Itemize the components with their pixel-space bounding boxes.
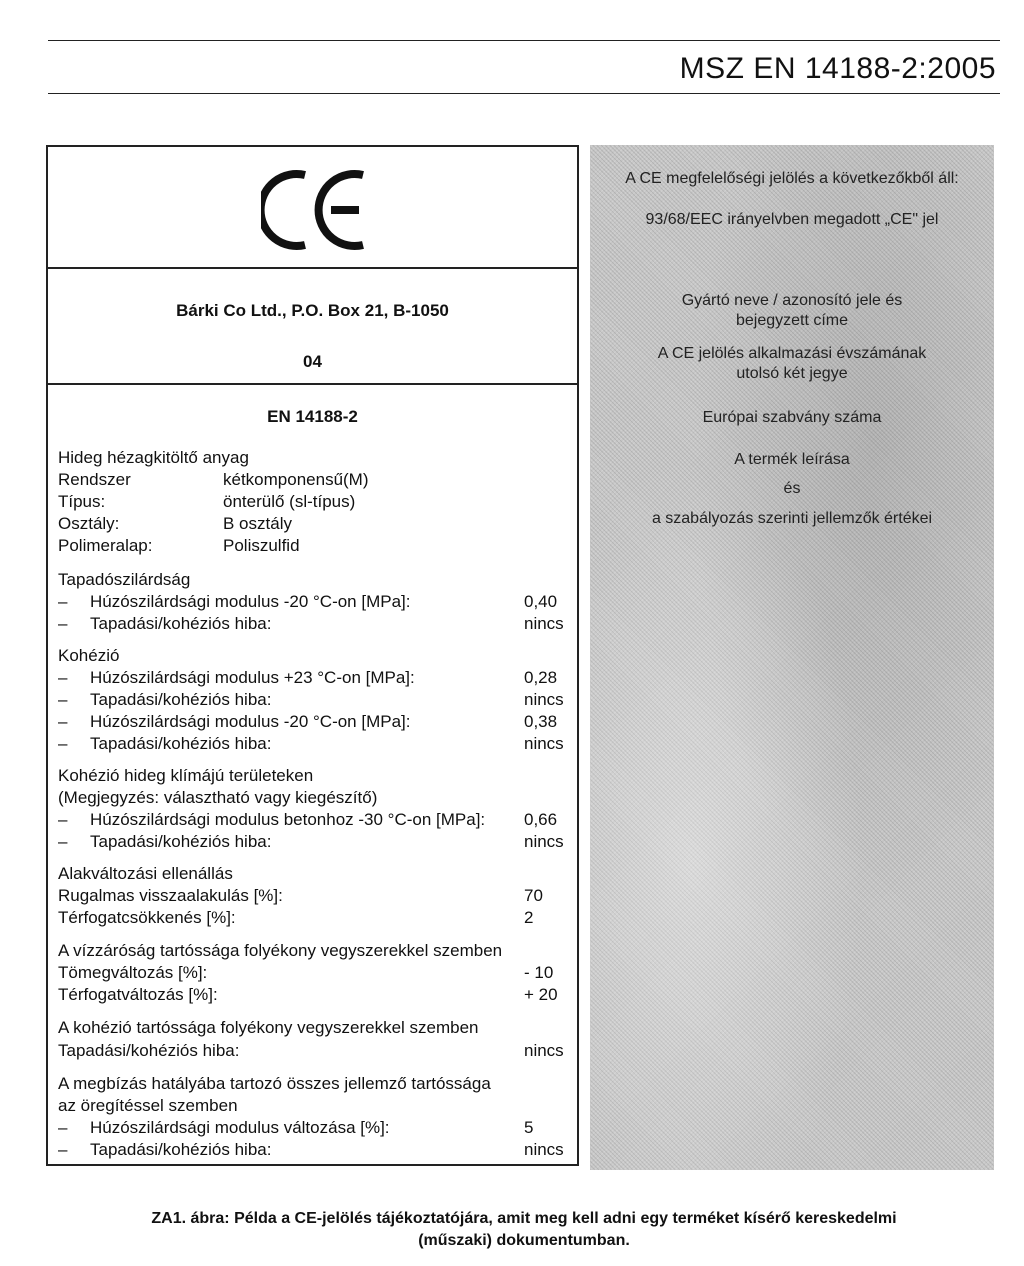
row-label: Tapadási/kohéziós hiba: bbox=[90, 614, 272, 633]
manufacturer-name: Bárki Co Ltd., P.O. Box 21, B-1050 bbox=[176, 301, 449, 320]
panel-line: A CE jelölés alkalmazási évszámának bbox=[657, 345, 927, 362]
section-title: A kohézió tartóssága folyékony vegyszerekkel szemben bbox=[58, 1018, 479, 1037]
row-value: nincs bbox=[524, 734, 564, 753]
section-note: (Megjegyzés: választható vagy kiegészítő) bbox=[58, 788, 378, 807]
prop-row bbox=[58, 491, 558, 513]
row-value: 70 bbox=[524, 886, 543, 905]
row-label: Húzószilárdsági modulus betonhoz -30 °C-on [MPa]: bbox=[90, 810, 486, 829]
prop-value: önterülő (sl-típus) bbox=[223, 492, 356, 511]
row-label: Tapadási/kohéziós hiba: bbox=[58, 1041, 240, 1060]
row-value: nincs bbox=[524, 832, 564, 851]
standard-number: EN 14188-2 bbox=[267, 407, 358, 426]
row-label: Térfogatcsökkenés [%]: bbox=[58, 908, 236, 927]
row-value: nincs bbox=[524, 614, 564, 633]
value-row: – Húzószilárdsági modulus betonhoz -30 °C-on [MPa]: 0,66 bbox=[58, 810, 558, 829]
row-label: Tapadási/kohéziós hiba: bbox=[90, 734, 272, 753]
section-title-cont: az öregítéssel szemben bbox=[58, 1096, 238, 1115]
row-label: Húzószilárdsági modulus +23 °C-on [MPa]: bbox=[90, 668, 415, 687]
value-row bbox=[58, 1040, 568, 1062]
value-row: – Húzószilárdsági modulus változása [%]: 5 bbox=[58, 1118, 534, 1137]
material-title: Hideg hézagkitöltő anyag bbox=[58, 448, 249, 467]
value-row bbox=[58, 885, 568, 907]
value-row: – Húzószilárdsági modulus -20 °C-on [MPa]: 0,40 bbox=[58, 592, 558, 611]
prop-row bbox=[58, 469, 558, 491]
prop-label: Polimeralap: bbox=[58, 536, 153, 555]
row-label: Húzószilárdsági modulus -20 °C-on [MPa]: bbox=[90, 712, 411, 731]
value-row: – Tapadási/kohéziós hiba: nincs bbox=[58, 734, 564, 753]
row-value: - 10 bbox=[524, 963, 554, 982]
section-title: A vízzáróság tartóssága folyékony vegyszerekkel szemben bbox=[58, 941, 503, 960]
row-value: nincs bbox=[524, 1140, 564, 1159]
panel-line: utolsó két jegye bbox=[736, 365, 848, 382]
top-rule bbox=[48, 40, 1000, 41]
manufacturer-area bbox=[48, 269, 577, 385]
marking-year: 04 bbox=[303, 352, 322, 371]
row-value: 0,38 bbox=[524, 712, 558, 731]
panel-line: Gyártó neve / azonosító jele és bbox=[681, 292, 903, 309]
caption-line: (műszaki) dokumentumban. bbox=[418, 1232, 630, 1249]
prop-label: Osztály: bbox=[58, 514, 120, 533]
row-label: Tapadási/kohéziós hiba: bbox=[90, 1140, 272, 1159]
row-value: nincs bbox=[524, 1041, 564, 1060]
value-row: – Húzószilárdsági modulus +23 °C-on [MPa]: 0,28 bbox=[58, 668, 558, 687]
row-value: 2 bbox=[524, 908, 534, 927]
row-label: Rugalmas visszaalakulás [%]: bbox=[58, 886, 283, 905]
prop-row bbox=[58, 535, 558, 557]
row-value: 0,66 bbox=[524, 810, 558, 829]
standard-code: MSZ EN 14188-2:2005 bbox=[679, 52, 996, 85]
prop-value: B osztály bbox=[223, 514, 292, 533]
row-label: Húzószilárdsági modulus változása [%]: bbox=[90, 1118, 390, 1137]
section-title: A megbízás hatályába tartozó összes jellemző tartóssága bbox=[58, 1074, 491, 1093]
row-label: Térfogatváltozás [%]: bbox=[58, 985, 218, 1004]
prop-label: Típus: bbox=[58, 492, 106, 511]
row-value: 0,40 bbox=[524, 592, 558, 611]
row-label: Tapadási/kohéziós hiba: bbox=[90, 832, 272, 851]
row-value: 5 bbox=[524, 1118, 534, 1137]
figure-caption bbox=[48, 1208, 1000, 1252]
value-row bbox=[58, 962, 568, 984]
ce-label-box bbox=[46, 145, 579, 1166]
row-value: 0,28 bbox=[524, 668, 558, 687]
row-label: Húzószilárdsági modulus -20 °C-on [MPa]: bbox=[90, 592, 411, 611]
ce-mark-logo bbox=[261, 169, 371, 251]
ce-logo-area bbox=[48, 147, 577, 269]
prop-label: Rendszer bbox=[58, 470, 131, 489]
panel-line: a szabályozás szerinti jellemzők értékei bbox=[651, 510, 933, 527]
row-value: nincs bbox=[524, 690, 564, 709]
section-title: Tapadószilárdság bbox=[58, 570, 191, 589]
value-row: – Tapadási/kohéziós hiba: nincs bbox=[58, 1140, 564, 1159]
section-title: Kohézió hideg klímájú területeken bbox=[58, 766, 314, 785]
panel-line: A termék leírása bbox=[734, 451, 850, 468]
value-row: – Húzószilárdsági modulus -20 °C-on [MPa]: 0,38 bbox=[58, 712, 558, 731]
prop-row bbox=[58, 513, 558, 535]
value-row: – Tapadási/kohéziós hiba: nincs bbox=[58, 690, 564, 709]
explanation-panel bbox=[590, 145, 994, 1170]
value-row: – Tapadási/kohéziós hiba: nincs bbox=[58, 832, 564, 851]
value-row bbox=[58, 984, 568, 1006]
row-label: Tapadási/kohéziós hiba: bbox=[90, 690, 272, 709]
row-label: Tömegváltozás [%]: bbox=[58, 963, 208, 982]
value-row: – Tapadási/kohéziós hiba: nincs bbox=[58, 614, 564, 633]
panel-line: A CE megfelelőségi jelölés a következőkből áll: bbox=[625, 170, 959, 187]
row-value: + 20 bbox=[524, 985, 558, 1004]
panel-line: és bbox=[783, 480, 801, 497]
caption-line: ZA1. ábra: Példa a CE-jelölés tájékoztatójára, amit meg kell adni egy terméket kísérő kereskedelmi bbox=[151, 1210, 897, 1227]
panel-line: 93/68/EEC irányelvben megadott „CE" jel bbox=[645, 211, 939, 228]
header-rule bbox=[48, 93, 1000, 94]
panel-line: bejegyzett címe bbox=[735, 312, 849, 329]
prop-value: kétkomponensű(M) bbox=[223, 470, 369, 489]
prop-value: Poliszulfid bbox=[223, 536, 300, 555]
section-title: Kohézió bbox=[58, 646, 120, 665]
section-title: Alakváltozási ellenállás bbox=[58, 864, 233, 883]
value-row bbox=[58, 907, 568, 929]
panel-line: Európai szabvány száma bbox=[702, 409, 882, 426]
